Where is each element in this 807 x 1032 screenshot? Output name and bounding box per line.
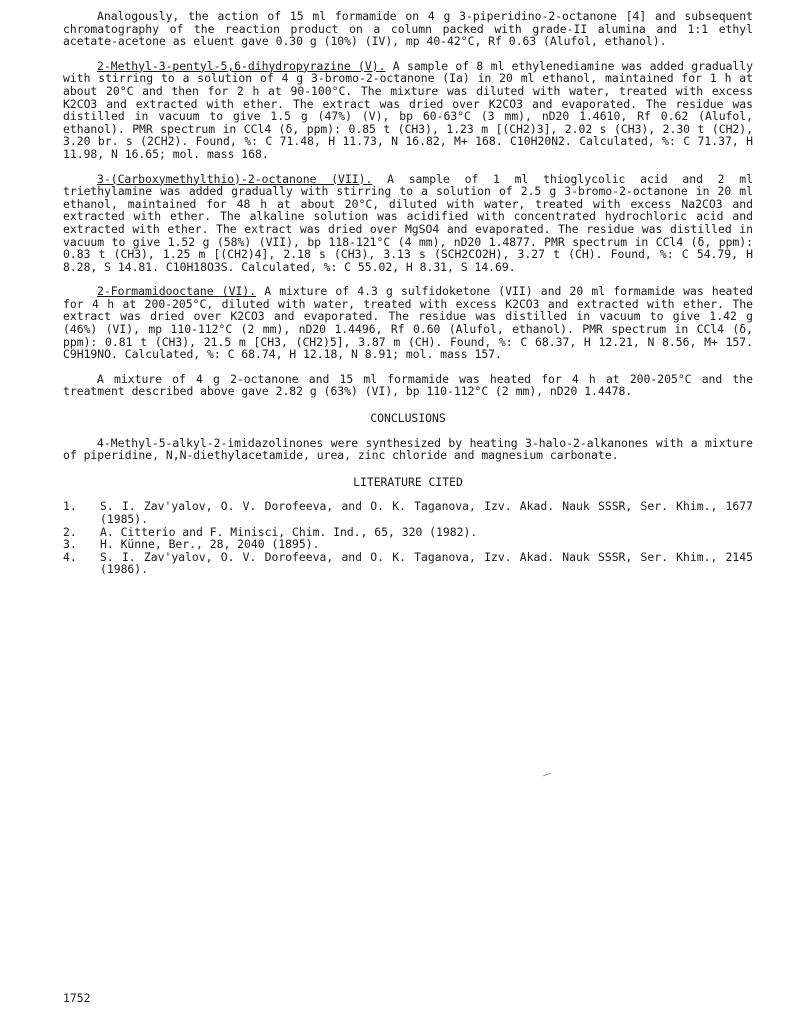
literature-heading: LITERATURE CITED [353,474,463,489]
compound-heading: 2-Methyl-3-pentyl-5,6-dihydropyrazine (V). [97,58,386,73]
paragraph-body: A sample of 8 ml ethylenediamine was added gradually with stirring to a solution of 4 g 3-bromo-2-octanone (Ia) in 20 ml ethanol, maintained for 1 h at about 20°C and then for 2 h at 90-100°C. The mixture was diluted with water, treated with excess K2CO3 and extracted with ether. The extract was dried over K2CO3 and evaporated. The residue was distilled in vacuum to give 1.5 g (47%) (V), bp 60-63°C (3 mm), nD20 1.4610, Rf 0.62 (Alufol, ethanol). PMR spectrum in CCl4 (δ, ppm): 0.85 t (CH3), 1.23 m [(CH2)3], 2.02 s (CH3), 2.30 t (CH2), 3.20 br. s (2CH2). Found, %: C 71.48, H 11.73, N 16.82, M+ 168. C10H20N2. Calculated, %: C 71.37, H 11.98, N 16.65; mol. mass 168. [63,58,753,161]
reference-text: H. Künne, Ber., 28, 2040 (1895). [100,537,320,552]
article-body [63,10,753,576]
compound-heading: 3-(Carboxymethylthio)-2-octanone (VII). [97,171,373,186]
compound-heading: 2-Formamidooctane (VI). [97,284,257,299]
paragraph-dihydropyrazine [63,60,753,161]
reference-item [63,551,753,576]
scan-mark [543,773,551,777]
reference-number: 2. [63,524,77,539]
reference-text: S. I. Zav'yalov, O. V. Dorofeeva, and O. K. Taganova, Izv. Akad. Nauk SSSR, Ser. Khim., 1677 (1985). [100,499,753,526]
conclusions-text: 4-Methyl-5-alkyl-2-imidazolinones were synthesized by heating 3-halo-2-alkanones with a mixture of piperidine, N,N-diethylacetamide, urea, zinc chloride and magnesium carbonate. [63,435,753,463]
paragraph-octanone-formamide [63,373,753,398]
paragraph-octanone [63,173,753,274]
reference-number: 1. [63,499,77,514]
paragraph-body: A mixture of 4.3 g sulfidoketone (VII) and 20 ml formamide was heated for 4 h at 200-205°C, diluted with water, treated with excess K2CO3 and extracted with ether. The extract was dried over K2CO3 and evaporated. The residue was distilled in vacuum to give 1.42 g (46%) (VI), mp 110-112°C (2 mm), nD20 1.4496, Rf 0.60 (Alufol, ethanol). PMR spectrum in CCl4 (δ, ppm): 0.81 t (CH3), 21.5 m [CH3, (CH2)5], 3.87 m (CH). Found, %: C 68.37, H 12.21, N 8.56, M+ 157. C9H19NO. Calculated, %: C 68.74, H 12.18, N 8.91; mol. mass 157. [63,284,753,362]
paragraph-formamidooctane [63,285,753,361]
reference-number: 4. [63,549,77,564]
page-number: 1752 [63,991,91,1005]
paragraph-body: Analogously, the action of 15 ml formamide on 4 g 3-piperidino-2-octanone [4] and subsequent chromatography of the reaction product on a column packed with grade-II alumina and 1:1 ethyl acetate-acetone as eluent gave 0.30 g (10%) (IV), mp 40-42°C, Rf 0.63 (Alufol, ethanol). [63,9,753,49]
paragraph-body: A mixture of 4 g 2-octanone and 15 ml formamide was heated for 4 h at 200-205°C and the treatment described above gave 2.82 g (63%) (VI), bp 110-112°C (2 mm), nD20 1.4478. [63,371,753,399]
reference-text: A. Citterio and F. Minisci, Chim. Ind., 65, 320 (1982). [100,524,478,539]
conclusions-heading: CONCLUSIONS [370,411,446,426]
paragraph-body: A sample of 1 ml thioglycolic acid and 2 ml triethylamine was added gradually with stirring to a solution of 2.5 g 3-bromo-2-octanone in 20 ml ethanol, maintained for 48 h at about 20°C, diluted with water, treated with excess Na2CO3 and extracted with ether. The alkaline solution was acidified with concentrated hydrochloric acid and extracted with ether. The extract was dried over MgSO4 and evaporated. The residue was distilled in vacuum to give 1.52 g (58%) (VII), bp 118-121°C (4 mm), nD20 1.4877. PMR spectrum in CCl4 (δ, ppm): 0.83 t (CH3), 1.25 m [(CH2)4], 2.18 s (CH3), 3.13 s (SCH2CO2H), 3.27 t (CH). Found, %: C 54.79, H 8.28, S 14.81. C10H18O3S. Calculated, %: C 55.02, H 8.31, S 14.69. [63,171,753,274]
reference-item [63,538,753,551]
paragraph-analogously [63,10,753,48]
reference-number: 3. [63,537,77,552]
reference-list [63,500,753,576]
reference-text: S. I. Zav'yalov, O. V. Dorofeeva, and O. K. Taganova, Izv. Akad. Nauk SSSR, Ser. Khim., 2145 (1986). [100,549,753,577]
reference-item [63,500,753,525]
